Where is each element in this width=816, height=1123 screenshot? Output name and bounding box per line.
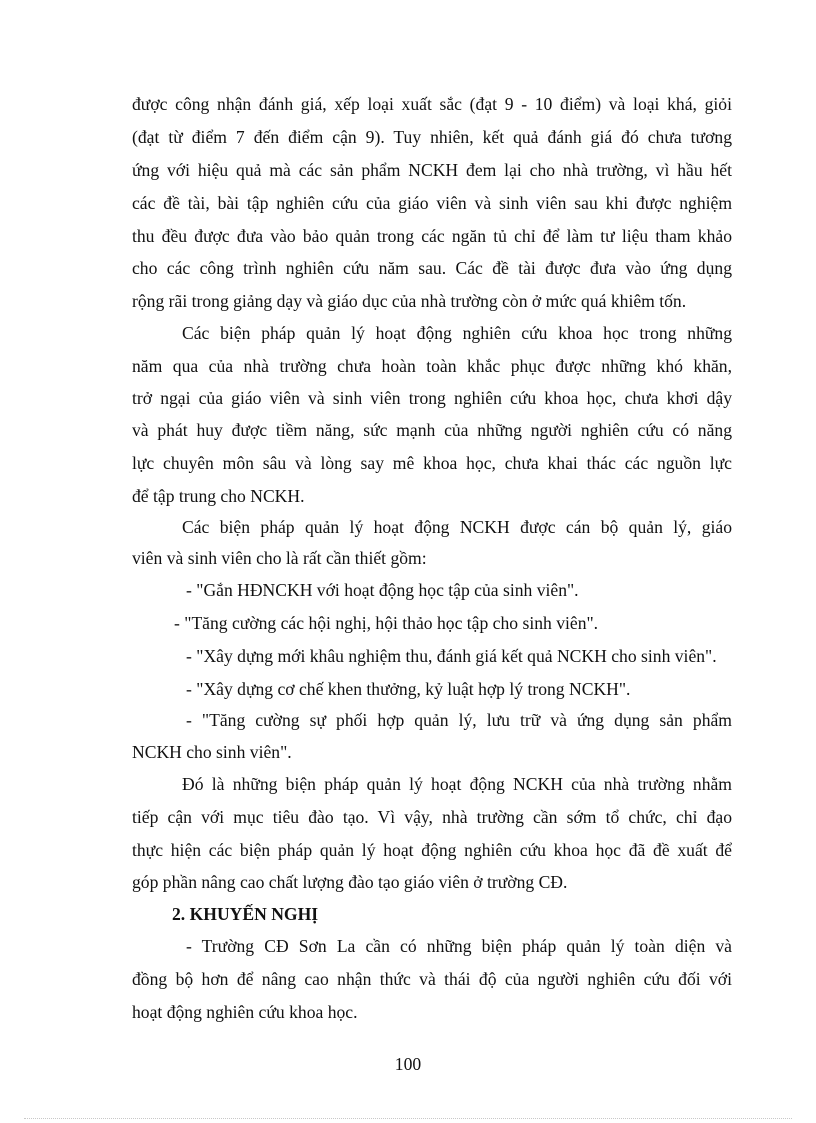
- text-line: Các biện pháp quản lý hoạt động nghiên cứu khoa học trong những: [182, 323, 732, 343]
- text-line: - Trường CĐ Sơn La cần có những biện pháp quản lý toàn diện và: [186, 936, 732, 956]
- bullet-item: - "Gắn HĐNCKH với hoạt động học tập của sinh viên".: [186, 580, 579, 600]
- text-line: để tập trung cho NCKH.: [132, 486, 305, 506]
- bullet-item: - "Tăng cường sự phối hợp quản lý, lưu trữ và ứng dụng sản phẩm: [186, 710, 732, 730]
- text-line: rộng rãi trong giảng dạy và giáo dục của nhà trường còn ở mức quá khiêm tốn.: [132, 291, 687, 311]
- footer-divider: [24, 1118, 792, 1119]
- text-line: (đạt từ điểm 7 đến điểm cận 9). Tuy nhiên, kết quả đánh giá đó chưa tương: [132, 127, 732, 147]
- text-line: Các biện pháp quản lý hoạt động NCKH được cán bộ quản lý, giáo: [182, 517, 732, 537]
- text-line: được công nhận đánh giá, xếp loại xuất sắc (đạt 9 - 10 điểm) và loại khá, giỏi: [132, 94, 732, 114]
- page-number: 100: [394, 1054, 422, 1074]
- text-line: trở ngại của giáo viên và sinh viên trong nghiên cứu khoa học, chưa khơi dậy: [132, 388, 732, 408]
- text-line: lực chuyên môn sâu và lòng say mê khoa học, chưa khai thác các nguồn lực: [132, 453, 732, 473]
- text-line: cho các công trình nghiên cứu năm sau. Các đề tài được đưa vào ứng dụng: [132, 258, 732, 278]
- text-line: tiếp cận với mục tiêu đào tạo. Vì vậy, nhà trường cần sớm tổ chức, chỉ đạo: [132, 807, 732, 827]
- text-line: đồng bộ hơn để nâng cao nhận thức và thái độ của người nghiên cứu đối với: [132, 969, 732, 989]
- text-line: Đó là những biện pháp quản lý hoạt động NCKH của nhà trường nhằm: [182, 774, 732, 794]
- section-heading: 2. KHUYẾN NGHỊ: [172, 904, 319, 924]
- text-line: năm qua của nhà trường chưa hoàn toàn khắc phục được những khó khăn,: [132, 356, 732, 376]
- bullet-item: - "Xây dựng cơ chế khen thưởng, kỷ luật hợp lý trong NCKH".: [186, 679, 631, 699]
- bullet-item: - "Tăng cường các hội nghị, hội thảo học tập cho sinh viên".: [174, 613, 599, 633]
- text-line: góp phần nâng cao chất lượng đào tạo giáo viên ở trường CĐ.: [132, 872, 568, 892]
- text-line: thực hiện các biện pháp quản lý hoạt động nghiên cứu khoa học đã đề xuất để: [132, 840, 732, 860]
- text-line: hoạt động nghiên cứu khoa học.: [132, 1002, 358, 1022]
- text-line: thu đều được đưa vào bảo quản trong các ngăn tủ chỉ để làm tư liệu tham khảo: [132, 226, 732, 246]
- text-line: ứng với hiệu quả mà các sản phẩm NCKH đem lại cho nhà trường, vì hầu hết: [132, 160, 732, 180]
- text-line: và phát huy được tiềm năng, sức mạnh của những người nghiên cứu có năng: [132, 420, 732, 440]
- text-line: viên và sinh viên cho là rất cần thiết gồm:: [132, 548, 427, 568]
- bullet-item: - "Xây dựng mới khâu nghiệm thu, đánh giá kết quả NCKH cho sinh viên".: [186, 646, 717, 666]
- bullet-item-continuation: NCKH cho sinh viên".: [132, 742, 292, 762]
- text-line: các đề tài, bài tập nghiên cứu của giáo viên và sinh viên sau khi được nghiệm: [132, 193, 732, 213]
